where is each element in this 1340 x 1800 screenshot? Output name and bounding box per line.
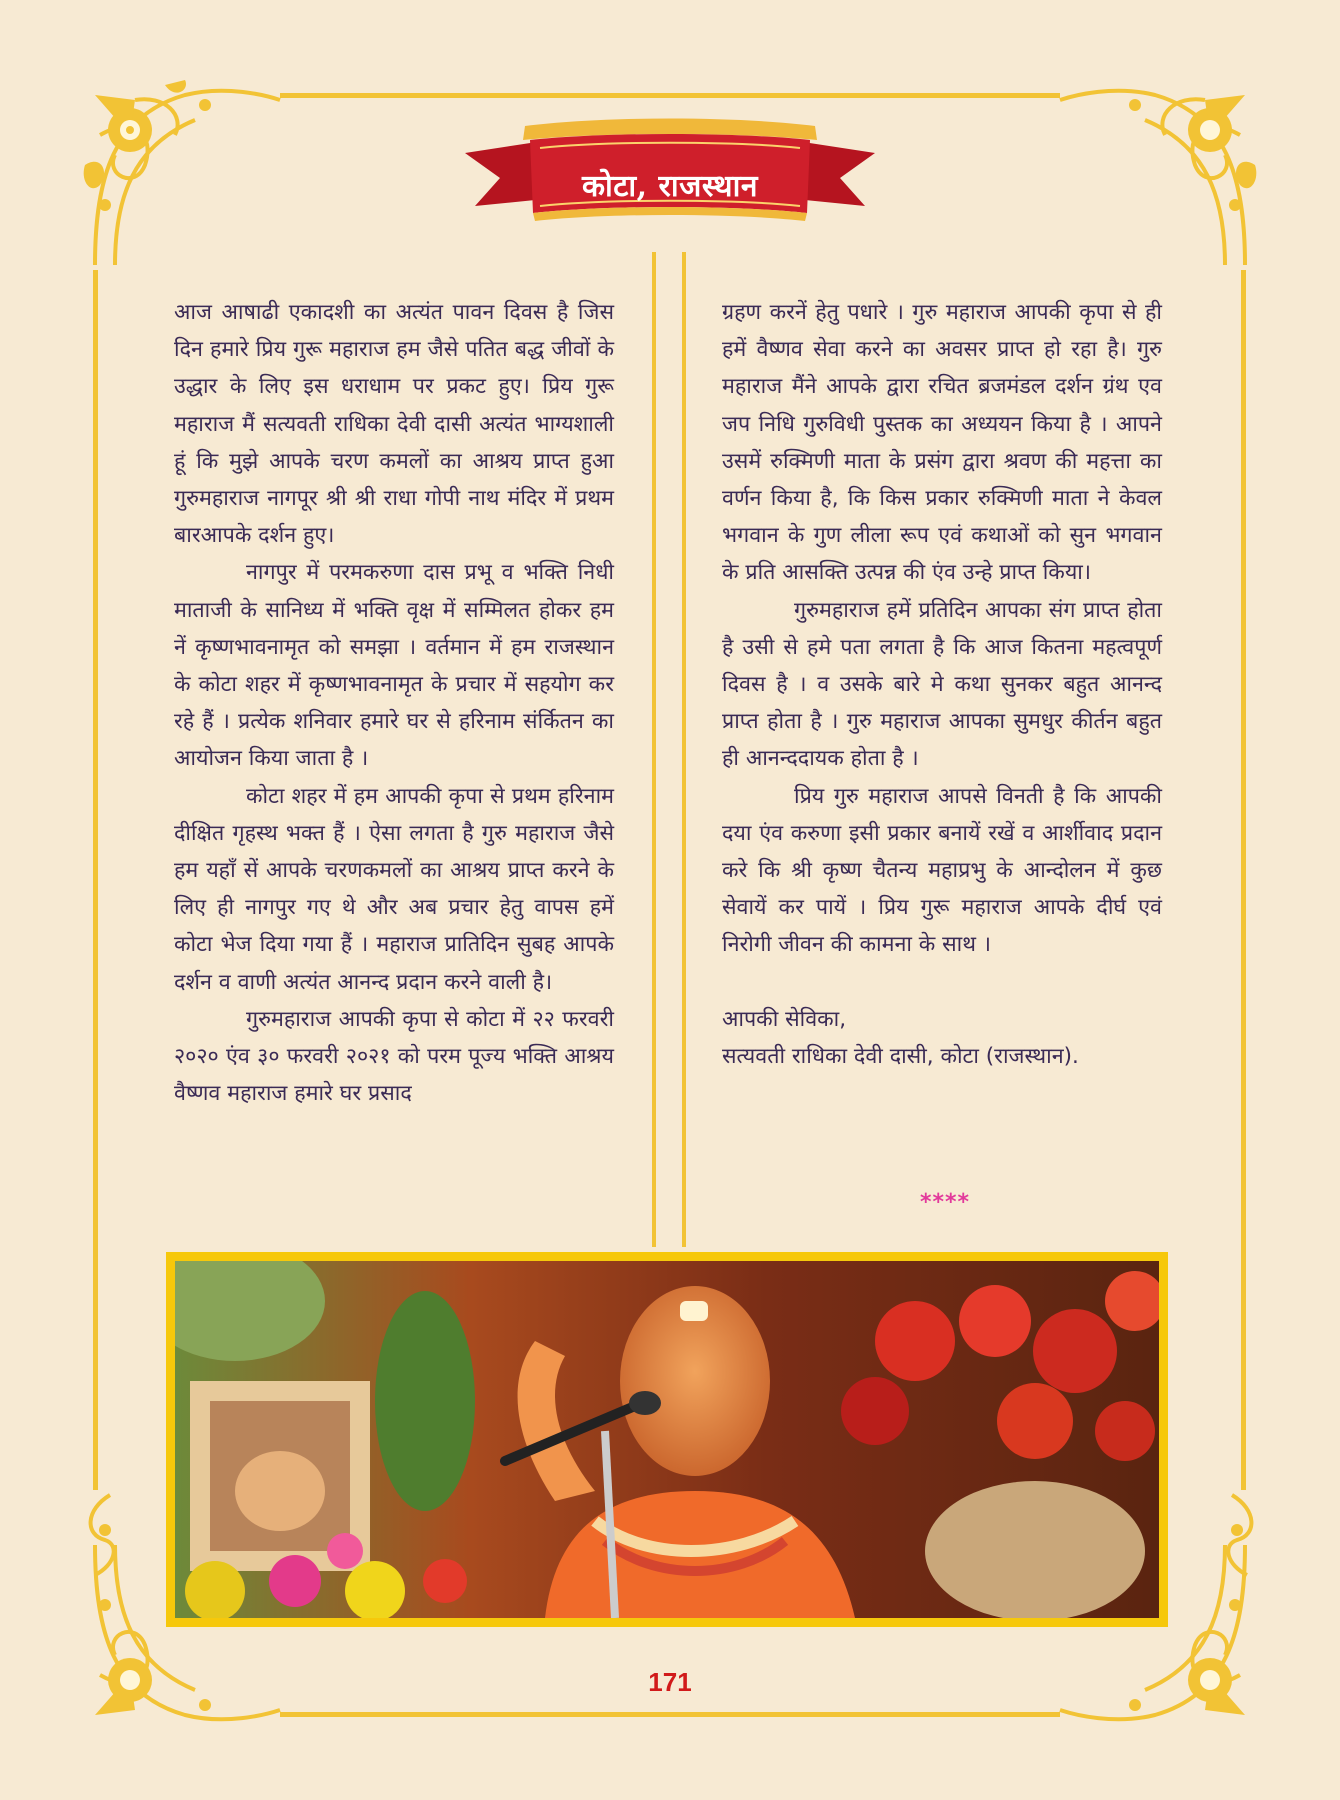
corner-ornament-icon [1055, 75, 1265, 285]
frame-left-line [93, 270, 98, 1490]
side-swirl-icon [80, 1490, 120, 1580]
corner-ornament-icon [75, 75, 285, 285]
photo [166, 1252, 1168, 1627]
frame-top-line [280, 93, 1060, 98]
paragraph: नागपुर में परमकरुणा दास प्रभू व भक्ति निधी माताजी के सानिध्य में भक्ति वृक्ष में सम्मिलत होकर हम नें कृष्णभावनामृत को समझा । वर्तमान में हम राजस्थान के कोटा शहर में कृष्णभावनामृत के प्रचार में सहयोग कर रहे हैं । प्रत्येक शनिवार हमारे घर से हरिनाम संर्कितन का आयोजन किया जाता है । [174, 560, 614, 772]
paragraph: गुरुमहाराज हमें प्रतिदिन आपका संग प्राप्त होता है उसी से हमे पता लगता है कि आज कितना महत्वपूर्ण दिवस है । व उसके बारे मे कथा सुनकर बहुत आनन्द प्राप्त होता है । गुरु महाराज आपका सुमधुर कीर्तन बहुत ही आनन्ददायक होता है । [722, 597, 1162, 772]
photo-illustration [175, 1261, 1159, 1618]
article-left-column [174, 294, 614, 1112]
page-title: कोटा, राजस्थान [581, 169, 759, 204]
frame-right-line [1241, 270, 1246, 1490]
paragraph: कोटा शहर में हम आपकी कृपा से प्रथम हरिनाम दीक्षित गृहस्थ भक्त हैं । ऐसा लगता है गुरु महाराज जैसे हम यहाँ सें आपके चरणकमलों का आश्रय प्राप्त करने के लिए ही नागपुर गए थे और अब प्रचार हेतु वापस हमें कोटा भेज दिया गया हैं । महाराज प्रातिदिन सुबह आपके दर्शन व वाणी अत्यंत आनन्द प्रदान करने वाली है। [174, 783, 614, 995]
article-right-column [722, 294, 1162, 1075]
paragraph: ग्रहण करनें हेतु पधारे । गुरु महाराज आपकी कृपा से ही हमें वैष्णव सेवा करने का अवसर प्राप्त हो रहा है। गुरु महाराज मैंने आपके द्वारा रचित ब्रजमंडल दर्शन ग्रंथ एव जप निधि गुरुविधी पुस्तक का अध्ययन किया है । आपने उसमें रुक्मिणी माता के प्रसंग द्वारा श्रवण की महत्ता का वर्णन किया है, कि किस प्रकार रुक्मिणी माता ने केवल भगवान के गुण लीला रूप एवं कथाओं को सुन भगवान के प्रति आसक्ति उत्पन्न की एंव उन्हे प्राप्त किया। [722, 300, 1162, 586]
section-separator: **** [919, 1190, 971, 1215]
signoff-line: आपकी सेविका, [722, 1006, 847, 1032]
paragraph: आज आषाढी एकादशी का अत्यंत पावन दिवस है जिस दिन हमारे प्रिय गुरू महाराज हम जैसे पतित बद्ध जीवों के उद्धार के लिए इस धराधाम पर प्रकट हुए। प्रिय गुरू महाराज मैं सत्यवती राधिका देवी दासी अत्यंत भाग्यशाली हूं कि मुझे आपके चरण कमलों का आश्रय प्राप्त हुआ गुरुमहाराज नागपूर श्री श्री राधा गोपी नाथ मंदिर में प्रथम बारआपके दर्शन हुए। [174, 300, 614, 549]
column-divider [682, 252, 686, 1247]
column-divider [652, 252, 656, 1247]
paragraph: गुरुमहाराज आपकी कृपा से कोटा में २२ फरवरी २०२० एंव ३० फरवरी २०२१ को परम पूज्य भक्ति आश्रय वैष्णव महाराज हमारे घर प्रसाद [174, 1006, 614, 1107]
side-swirl-icon [1222, 1490, 1262, 1580]
page-number: 171 [648, 1667, 692, 1697]
signoff-line: सत्यवती राधिका देवी दासी, कोटा (राजस्थान). [722, 1043, 1079, 1069]
frame-bottom-line [280, 1712, 1060, 1717]
paragraph: प्रिय गुरु महाराज आपसे विनती है कि आपकी दया एंव करुणा इसी प्रकार बनायें रखें व आर्शीवाद प्रदान करे कि श्री कृष्ण चैतन्य महाप्रभु के आन्दोलन में कुछ सेवायें कर पायें । प्रिय गुरू महाराज आपके दीर्घ एवं निरोगी जीवन की कामना के साथ । [722, 783, 1162, 958]
